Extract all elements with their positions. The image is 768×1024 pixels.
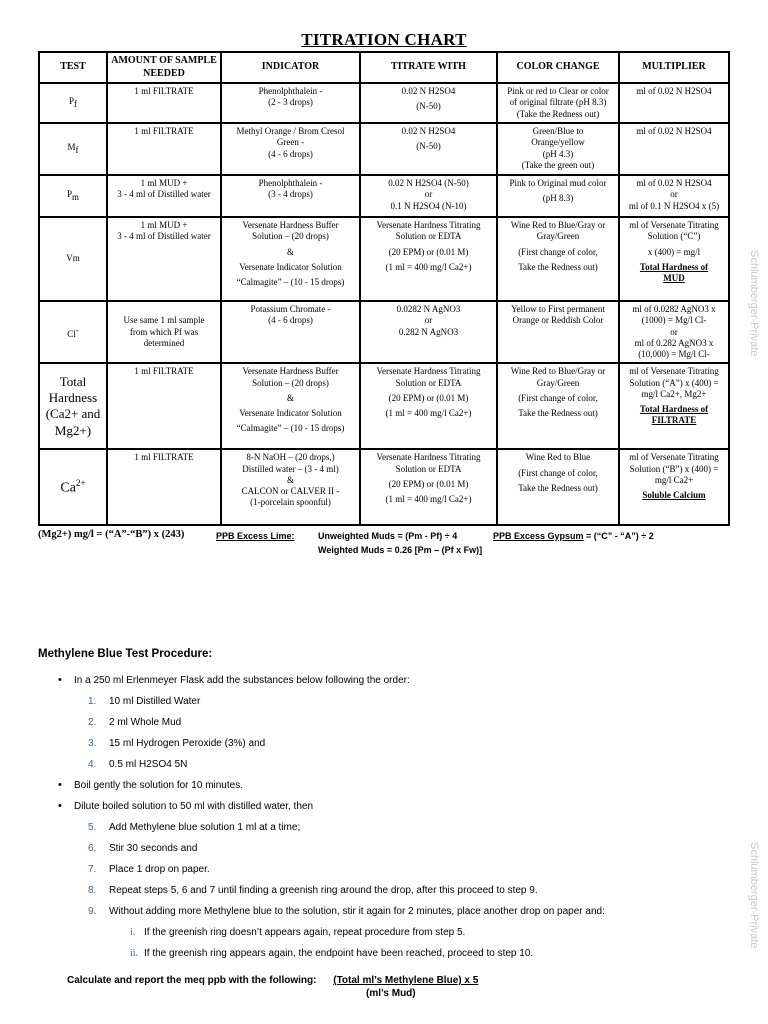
amount-cell: 1 ml FILTRATE bbox=[107, 449, 221, 525]
table-row bbox=[39, 175, 729, 217]
indicator-cell: Versenate Hardness Buffer Solution – (20 drops) & Versenate Indicator Solution “Calmagite” – (10 - 15 drops) bbox=[221, 363, 360, 449]
indicator-cell: Phenolphthalein - (3 - 4 drops) bbox=[221, 175, 360, 217]
header-multiplier: MULTIPLIER bbox=[619, 52, 729, 83]
list-item: • Boil gently the solution for 10 minutes. bbox=[38, 775, 738, 796]
titration-table bbox=[38, 51, 730, 526]
multiplier-cell: ml of Versenate Titrating Solution (“A”) x (400) = mg/l Ca2+, Mg2+ Total Hardness of FILTRATE bbox=[619, 363, 729, 449]
mg-formula: (Mg2+) mg/l = (“A”-“B”) x (243) bbox=[38, 529, 185, 540]
calc-label: Calculate and report the meq ppb with the following: bbox=[67, 975, 317, 986]
test-vm: Vm bbox=[39, 217, 107, 301]
gypsum-formula: PPB Excess Gypsum = (“C” - “A”) ÷ 2 bbox=[493, 531, 654, 541]
color-cell: Wine Red to Blue/Gray or Gray/Green (First change of color, Take the Redness out) bbox=[497, 217, 619, 301]
page-title: TITRATION CHART bbox=[301, 30, 467, 49]
table-row bbox=[39, 217, 729, 301]
header-amount: AMOUNT OF SAMPLE NEEDED bbox=[107, 52, 221, 83]
multiplier-cell: ml of 0.02 N H2SO4 or ml of 0.1 N H2SO4 x (5) bbox=[619, 175, 729, 217]
header-titrate: TITRATE WITH bbox=[360, 52, 497, 83]
test-total-hardness: Total Hardness (Ca2+ and Mg2+) bbox=[39, 363, 107, 449]
color-cell: Wine Red to Blue (First change of color, Take the Redness out) bbox=[497, 449, 619, 525]
list-item: 2. 2 ml Whole Mud bbox=[88, 717, 182, 728]
header-color: COLOR CHANGE bbox=[497, 52, 619, 83]
list-item: 9. Without adding more Methylene blue to the solution, stir it again for 2 minutes, place another drop on paper and: bbox=[88, 906, 605, 917]
test-pm: $P_m$ bbox=[39, 175, 107, 217]
test-mf: $M_f$ bbox=[39, 123, 107, 175]
amount-cell: 1 ml MUD + 3 - 4 ml of Distilled water bbox=[107, 175, 221, 217]
list-item: 3. 15 ml Hydrogen Peroxide (3%) and bbox=[88, 738, 266, 749]
table-row bbox=[39, 301, 729, 363]
list-item: • Dilute boiled solution to 50 ml with distilled water, then bbox=[38, 796, 738, 817]
color-cell: Yellow to First permanent Orange or Reddish Color bbox=[497, 301, 619, 363]
titrate-cell: Versenate Hardness Titrating Solution or EDTA (20 EPM) or (0.01 M) (1 ml = 400 mg/l Ca2+) bbox=[360, 217, 497, 301]
list-item: 8. Repeat steps 5, 6 and 7 until finding a greenish ring around the drop, after this proceed to step 9. bbox=[88, 885, 538, 896]
indicator-cell: 8-N NaOH – (20 drops,) Distilled water – (3 - 4 ml) & CALCON or CALVER II - (1-porcelain spoonful) bbox=[221, 449, 360, 525]
list-item: 7. Place 1 drop on paper. bbox=[88, 864, 210, 875]
formula-section bbox=[38, 529, 738, 563]
list-item: ii. If the greenish ring appears again, the endpoint have been reached, proceed to step 10. bbox=[130, 948, 534, 959]
unweighted-formula: Unweighted Muds = (Pm - Pf) ÷ 4 bbox=[318, 531, 458, 541]
multiplier-cell: ml of Versenate Titrating Solution (“C”) x (400) = mg/l Total Hardness of MUD bbox=[619, 217, 729, 301]
amount-cell: 1 ml FILTRATE bbox=[107, 123, 221, 175]
titrate-cell: Versenate Hardness Titrating Solution or EDTA (20 EPM) or (0.01 M) (1 ml = 400 mg/l Ca2+) bbox=[360, 449, 497, 525]
watermark: Schlumberger-Private bbox=[748, 250, 760, 357]
indicator-cell: Potassium Chromate - (4 - 6 drops) bbox=[221, 301, 360, 363]
titrate-cell: 0.02 N H2SO4 (N-50) bbox=[360, 83, 497, 123]
list-item: 6. Stir 30 seconds and bbox=[88, 843, 198, 854]
color-cell: Pink or red to Clear or color of original filtrate (pH 8.3) (Take the Redness out) bbox=[497, 83, 619, 123]
test-ca: $Ca^{2+}$ bbox=[39, 449, 107, 525]
multiplier-cell: ml of Versenate Titrating Solution (“B”) x (400) = mg/l Ca2+ Soluble Calcium bbox=[619, 449, 729, 525]
titrate-cell: 0.02 N H2SO4 (N-50) or 0.1 N H2SO4 (N-10) bbox=[360, 175, 497, 217]
lime-label: PPB Excess Lime: bbox=[216, 531, 295, 541]
table-row bbox=[39, 449, 729, 525]
table-row bbox=[39, 83, 729, 123]
calc-numerator: (Total ml’s Methylene Blue) x 5 bbox=[333, 975, 479, 986]
multiplier-cell: ml of 0.0282 AgNO3 x (1000) = Mg/l Cl- or ml of 0.282 AgNO3 x (10,000) = Mg/l Cl- bbox=[619, 301, 729, 363]
table-header-row bbox=[39, 52, 729, 83]
calculation-formula bbox=[67, 975, 667, 999]
color-cell: Pink to Original mud color (pH 8.3) bbox=[497, 175, 619, 217]
table-row bbox=[39, 363, 729, 449]
amount-cell: 1 ml FILTRATE bbox=[107, 363, 221, 449]
table-row bbox=[39, 123, 729, 175]
indicator-cell: Phenolphthalein - (2 - 3 drops) bbox=[221, 83, 360, 123]
amount-cell: 1 ml MUD + 3 - 4 ml of Distilled water bbox=[107, 217, 221, 301]
test-cl: Cl- bbox=[39, 301, 107, 363]
weighted-formula: Weighted Muds = 0.26 [Pm – (Pf x Fw)] bbox=[318, 545, 483, 555]
amount-cell: Use same 1 ml sample from which Pf was determined bbox=[107, 301, 221, 363]
color-cell: Green/Blue to Orange/yellow (pH 4.3) (Take the green out) bbox=[497, 123, 619, 175]
multiplier-cell: ml of 0.02 N H2SO4 bbox=[619, 123, 729, 175]
procedure-heading: Methylene Blue Test Procedure: bbox=[38, 648, 213, 660]
multiplier-cell: ml of 0.02 N H2SO4 bbox=[619, 83, 729, 123]
list-item: i. If the greenish ring doesn’t appears again, repeat procedure from step 5. bbox=[130, 927, 466, 938]
header-test: TEST bbox=[39, 52, 107, 83]
calc-denominator: (ml’s Mud) bbox=[366, 988, 416, 999]
list-item: 4. 0.5 ml H2SO4 5N bbox=[88, 759, 188, 770]
titrate-cell: Versenate Hardness Titrating Solution or EDTA (20 EPM) or (0.01 M) (1 ml = 400 mg/l Ca2+) bbox=[360, 363, 497, 449]
list-item: 1. 10 ml Distilled Water bbox=[88, 696, 201, 707]
indicator-cell: Versenate Hardness Buffer Solution – (20 drops) & Versenate Indicator Solution “Calmagite” – (10 - 15 drops) bbox=[221, 217, 360, 301]
header-indicator: INDICATOR bbox=[221, 52, 360, 83]
color-cell: Wine Red to Blue/Gray or Gray/Green (First change of color, Take the Redness out) bbox=[497, 363, 619, 449]
titrate-cell: 0.0282 N AgNO3 or 0.282 N AgNO3 bbox=[360, 301, 497, 363]
list-item: 5. Add Methylene blue solution 1 ml at a time; bbox=[88, 822, 301, 833]
watermark: Schlumberger-Private bbox=[748, 842, 760, 949]
test-pf: $P_f$ bbox=[39, 83, 107, 123]
indicator-cell: Methyl Orange / Brom Cresol Green - (4 - 6 drops) bbox=[221, 123, 360, 175]
list-item: • In a 250 ml Erlenmeyer Flask add the substances below following the order: bbox=[38, 670, 738, 691]
titrate-cell: 0.02 N H2SO4 (N-50) bbox=[360, 123, 497, 175]
amount-cell: 1 ml FILTRATE bbox=[107, 83, 221, 123]
procedure-section bbox=[38, 648, 738, 964]
